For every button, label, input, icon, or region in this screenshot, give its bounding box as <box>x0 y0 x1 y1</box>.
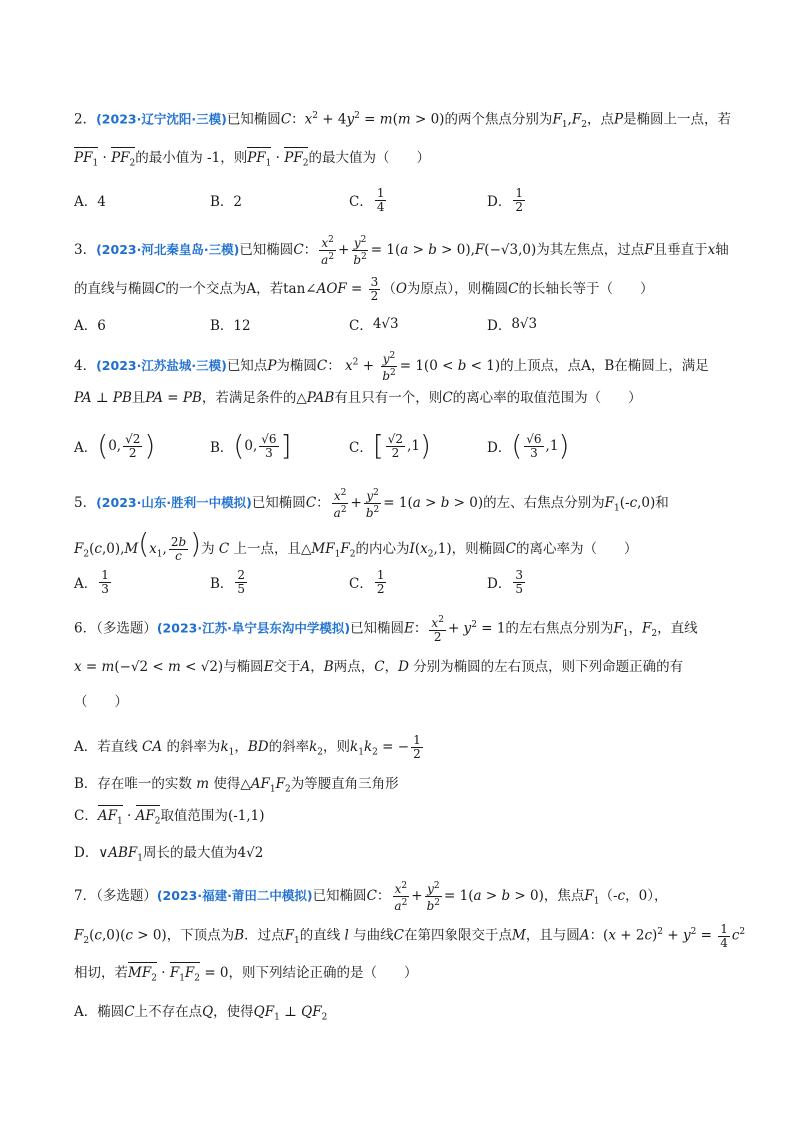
question-6-option-c[interactable]: C．$AF_1 \cdot AF_2$取值范围为(-1,1) <box>74 808 265 827</box>
question-5-line-2: $F_2(c,0),M(x_1$, $\frac{2b}{c}$ )为 C 上一点，且$\triangle MF_1F_2$的内心为$I(x_2,1)$，则椭圆C的离心率为（ ） <box>74 527 638 563</box>
option-b[interactable]: B． ( 0, $\frac{√6}{3}$ ] <box>210 429 292 462</box>
option-d[interactable]: D． 8√3 <box>487 316 538 334</box>
question-4-options <box>74 426 724 466</box>
option-a[interactable]: A． $\frac{1}{3}$ <box>74 567 109 596</box>
question-source: (2023·江苏盐城·三模) <box>96 358 227 373</box>
option-d[interactable]: D． $\frac{3}{5}$ <box>487 567 523 596</box>
option-d[interactable]: D． $\frac{1}{2}$ <box>487 185 523 214</box>
question-4-line-2: PA ⊥ PB且PA = PB，若满足条件的△PAB有且只有一个，则C的离心率的取值范围为（ ） <box>74 390 642 406</box>
question-5-line-1: 5．(2023·山东·胜利一中模拟)已知椭圆C： $\frac{x^2}{a^2}$ + $\frac{y^2}{b^2}$ = 1(a > b > 0)的左、右焦点分别为$F_1(-c,0)$和 <box>74 488 669 520</box>
question-6-line-3: （ ） <box>74 694 128 710</box>
question-source: (2023·福建·莆田二中模拟) <box>156 888 313 903</box>
question-3-line-2: 的直线与椭圆C的一个交点为A，若tan∠AOF = $\frac{3}{2}$ （O为原点），则椭圆C的长轴长等于（ ） <box>74 275 654 303</box>
question-4-line-1: 4．(2023·江苏盐城·三模)已知点P为椭圆C： $x^2$ + $\frac{y^2}{b^2}$ = 1(0 < b < 1)的上顶点，点A，B在椭圆上，满足 <box>74 351 709 383</box>
question-3-line-1: 3．(2023·河北秦皇岛·三模)已知椭圆C： $\frac{x^2}{a^2}$ + $\frac{y^2}{b^2}$ = 1(a > b > 0),F(−√3,0)为其左焦点，过点F且垂直于x轴 <box>74 235 729 267</box>
question-6-line-1: 6．（多选题）(2023·江苏·阜宁县东沟中学模拟)已知椭圆E： $\frac{x^2}{2}$ + $y^2 = 1$的左右焦点分别为$F_1$，$F_2$，直线 <box>74 615 698 644</box>
question-6-line-2: x = m(−√2 < m < √2)与椭圆E交于A，B两点，C，D 分别为椭圆的左右顶点，则下列命题正确的有 <box>74 659 684 675</box>
question-2-line-1: 2．(2023·辽宁沈阳·三模)已知椭圆C：$x^2 + 4y^2 = m(m > 0)$的两个焦点分别为$F_1,F_2$，点P是椭圆上一点，若 <box>74 111 732 131</box>
option-c[interactable]: C． $\frac{1}{2}$ <box>349 567 385 596</box>
question-7-option-a[interactable]: A．椭圆C上不存在点Q，使得$QF_1$ ⊥ $QF_2$ <box>74 1004 328 1023</box>
question-6-option-d[interactable]: D．$\vee ABF_1$周长的最大值为4√2 <box>74 845 264 864</box>
question-7-line-1: 7．（多选题）(2023·福建·莆田二中模拟)已知椭圆C： $\frac{x^2}{a^2}$ + $\frac{y^2}{b^2}$ = 1(a > b > 0)，焦点$F_1(-c$，0）， <box>74 881 668 913</box>
question-source: (2023·山东·胜利一中模拟) <box>96 495 252 510</box>
question-source: (2023·江苏·阜宁县东沟中学模拟) <box>156 620 351 636</box>
question-5-options <box>74 565 724 599</box>
question-7-line-3: 相切，若$MF_2 \cdot F_1F_2 = 0$，则下列结论正确的是（ ） <box>74 965 418 984</box>
option-a[interactable]: A． ( 0, $\frac{√2}{2}$ ) <box>74 429 156 462</box>
option-b[interactable]: B．2 <box>210 194 243 210</box>
question-6-option-b[interactable]: B．存在唯一的实数 m 使得$\triangle AF_1F_2$为等腰直角三角形 <box>74 776 399 795</box>
question-6-option-a[interactable]: A．若直线 CA 的斜率为$k_1$，BD的斜率$k_2$，则$k_1k_2$ = − $\frac{1}{2}$ <box>74 733 421 761</box>
question-source: (2023·河北秦皇岛·三模) <box>96 242 240 257</box>
question-2-line-2: $PF_1 \cdot PF_2$的最小值为 -1，则$PF_1 \cdot PF_2$的最大值为（ ） <box>74 150 430 169</box>
option-c[interactable]: C． $\frac{1}{4}$ <box>349 185 385 214</box>
question-source: (2023·辽宁沈阳·三模) <box>96 111 227 127</box>
question-7-line-2: $F_2(c,0)(c > 0)$，下顶点为B．过点$F_1$的直线 l 与曲线C在第四象限交于点M，且与圆A：$(x + 2c)^2 + y^2$ = $\frac{1}{4}$ $c^2$ <box>74 921 746 950</box>
question-2-options <box>74 183 724 217</box>
option-a[interactable]: A．6 <box>74 318 106 334</box>
question-3-options <box>74 307 724 341</box>
option-b[interactable]: B．12 <box>210 318 251 334</box>
option-d[interactable]: D． ( $\frac{√6}{3}$ ,1 ) <box>487 429 570 462</box>
option-c[interactable]: C． 4√3 <box>349 316 399 334</box>
option-c[interactable]: C． [ $\frac{√2}{2}$ ,1 ) <box>349 429 431 462</box>
option-b[interactable]: B． $\frac{2}{5}$ <box>210 567 246 596</box>
option-a[interactable]: A．4 <box>74 194 106 210</box>
